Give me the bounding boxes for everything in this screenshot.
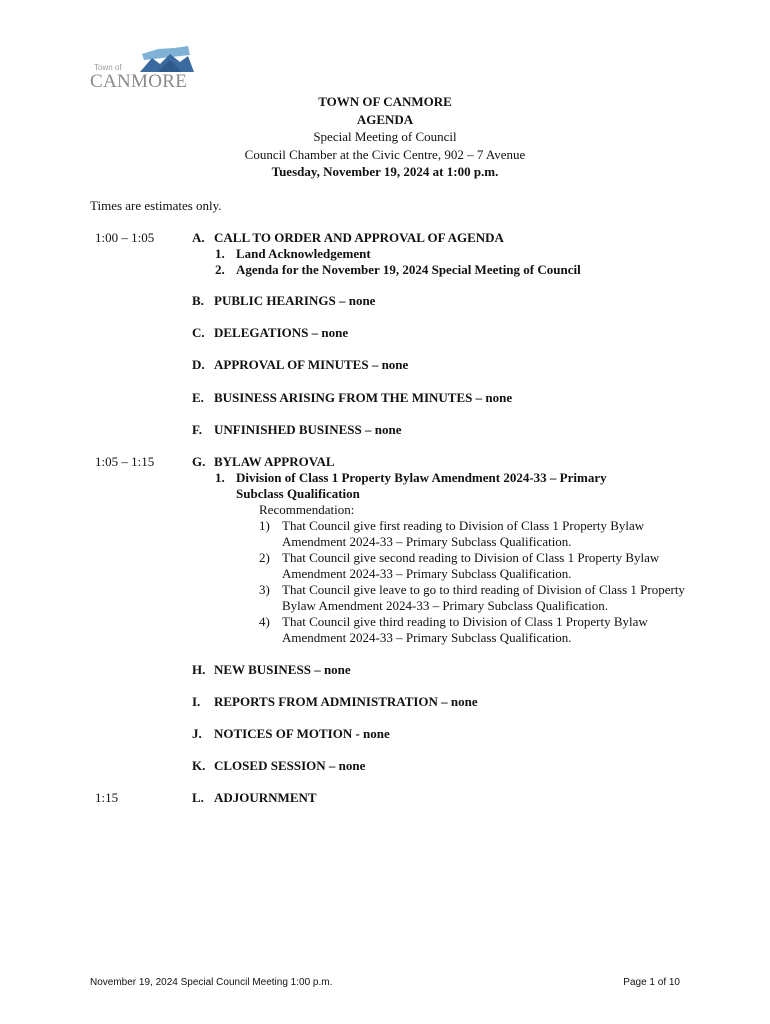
recommendation-label: Recommendation: — [259, 502, 355, 517]
section-e — [192, 390, 692, 406]
logo-canmore: CANMORE — [90, 71, 188, 92]
logo-town-of: Town of — [94, 63, 122, 72]
footer-page-number: Page 1 of 10 — [623, 977, 680, 988]
section-g-item-1-num: 1. — [215, 470, 225, 485]
section-l — [192, 790, 692, 806]
section-a — [192, 230, 692, 246]
section-i-title: REPORTS FROM ADMINISTRATION – none — [214, 694, 478, 709]
mountain-logo-icon — [138, 46, 196, 74]
section-c — [192, 325, 692, 341]
section-l-letter: L. — [192, 790, 204, 805]
header-meeting-type: Special Meeting of Council — [313, 129, 457, 144]
section-h-title: NEW BUSINESS – none — [214, 662, 351, 677]
section-b-title: PUBLIC HEARINGS – none — [214, 293, 376, 308]
recommendation-2-text: That Council give second reading to Division of Class 1 Property Bylaw Amendment 2024-33 – Primary Subclass Qualification. — [282, 550, 660, 581]
section-i — [192, 694, 692, 710]
section-b-letter: B. — [192, 293, 204, 308]
section-g — [192, 454, 692, 470]
recommendation-3-num: 3) — [259, 582, 270, 597]
section-a-item-2-num: 2. — [215, 262, 225, 277]
section-c-title: DELEGATIONS – none — [214, 325, 349, 340]
section-d-letter: D. — [192, 357, 205, 372]
section-h-letter: H. — [192, 662, 206, 677]
section-a-letter: A. — [192, 230, 205, 245]
section-a-item-1-num: 1. — [215, 246, 225, 261]
section-f-title: UNFINISHED BUSINESS – none — [214, 422, 402, 437]
section-a-title: CALL TO ORDER AND APPROVAL OF AGENDA — [214, 230, 504, 245]
section-d-title: APPROVAL OF MINUTES – none — [214, 357, 409, 372]
section-g-item-1-line2: Subclass Qualification — [236, 486, 360, 501]
section-j — [192, 726, 692, 742]
section-e-letter: E. — [192, 390, 204, 405]
section-f — [192, 422, 692, 438]
header-agenda: AGENDA — [356, 111, 414, 127]
section-k-title: CLOSED SESSION – none — [214, 758, 366, 773]
header-date: Tuesday, November 19, 2024 at 1:00 p.m. — [271, 164, 499, 179]
agenda-header — [0, 93, 770, 181]
section-i-letter: I. — [192, 694, 201, 709]
estimate-note: Times are estimates only. — [90, 198, 222, 213]
section-j-letter: J. — [192, 726, 202, 741]
recommendation-3-text: That Council give leave to go to third reading of Division of Class 1 Property Bylaw Amendment 2024-33 – Primary Subclass Qualification. — [282, 582, 685, 613]
section-l-title: ADJOURNMENT — [214, 790, 317, 805]
section-g-title: BYLAW APPROVAL — [214, 454, 335, 469]
recommendation-4-text: That Council give third reading to Division of Class 1 Property Bylaw Amendment 2024-33 – Primary Subclass Qualification. — [282, 614, 648, 645]
section-k — [192, 758, 692, 774]
recommendation-1-text: That Council give first reading to Division of Class 1 Property Bylaw Amendment 2024-33 – Primary Subclass Qualification. — [282, 518, 645, 549]
canmore-logo — [90, 46, 202, 92]
header-location: Council Chamber at the Civic Centre, 902 – 7 Avenue — [244, 146, 526, 162]
recommendation-4-num: 4) — [259, 614, 270, 629]
time-l: 1:15 — [95, 790, 119, 805]
time-a: 1:00 – 1:05 — [95, 230, 155, 245]
section-k-letter: K. — [192, 758, 206, 773]
section-g-item-1 — [215, 470, 607, 486]
section-h — [192, 662, 692, 678]
section-f-letter: F. — [192, 422, 202, 437]
footer-meeting: November 19, 2024 Special Council Meeting 1:00 p.m. — [90, 977, 333, 988]
recommendation-1-num: 1) — [259, 518, 270, 533]
section-g-item-1-line1: Division of Class 1 Property Bylaw Amendment 2024-33 – Primary — [236, 470, 607, 485]
section-a-item-2 — [215, 262, 581, 278]
section-a-item-1 — [215, 246, 371, 262]
section-g-letter: G. — [192, 454, 206, 469]
time-g: 1:05 – 1:15 — [95, 454, 155, 469]
section-a-item-2-text: Agenda for the November 19, 2024 Special Meeting of Council — [236, 262, 581, 277]
section-a-item-1-text: Land Acknowledgement — [236, 246, 371, 261]
section-j-title: NOTICES OF MOTION - none — [214, 726, 390, 741]
section-e-title: BUSINESS ARISING FROM THE MINUTES – none — [214, 390, 513, 405]
section-c-letter: C. — [192, 325, 205, 340]
recommendation-2-num: 2) — [259, 550, 270, 565]
header-town: TOWN OF CANMORE — [318, 94, 452, 109]
section-b — [192, 293, 692, 309]
section-d — [192, 357, 692, 373]
